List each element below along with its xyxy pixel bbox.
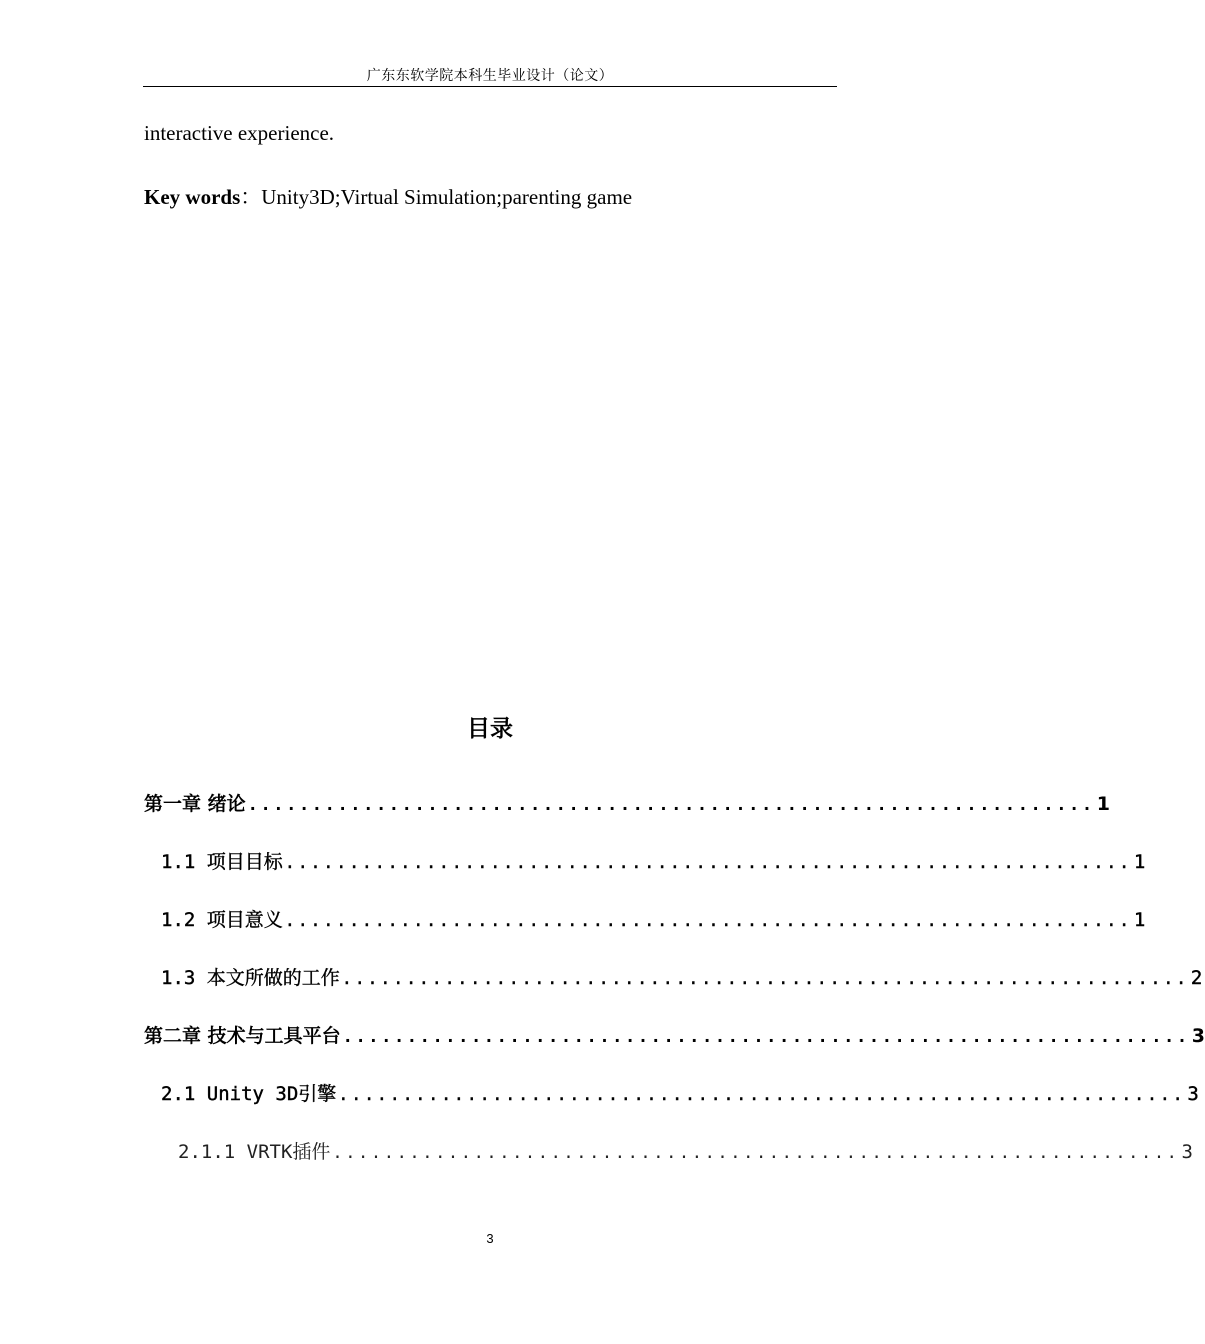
toc-dot-leader: .................................................................. (247, 795, 1095, 815)
toc-entry-page: 1 (1096, 793, 1110, 815)
toc-dot-leader: .................................................................. (284, 853, 1132, 873)
toc-dot-leader: .................................................................. (284, 911, 1132, 931)
toc-entry-page: 3 (1187, 1083, 1199, 1105)
toc-title: 目录 (467, 716, 513, 742)
toc-entry-section-1-1[interactable] (161, 847, 1146, 877)
toc-entry-label: 2.1 Unity 3D引擎 (161, 1083, 337, 1105)
toc-entry-page: 1 (1133, 909, 1146, 931)
keywords-value: Unity3D;Virtual Simulation;parenting game (261, 185, 633, 209)
toc-entry-label: 1.1 项目目标 (161, 851, 283, 873)
toc-entry-label: 1.3 本文所做的工作 (161, 967, 340, 989)
toc-dot-leader: .................................................................. (338, 1085, 1186, 1105)
toc-entry-label: 2.1.1 VRTK插件 (178, 1141, 331, 1163)
running-header: 广东东软学院本科生毕业设计（论文） (366, 68, 614, 84)
toc-entry-page: 3 (1181, 1141, 1193, 1163)
keywords-label: Key words (144, 185, 241, 209)
toc-entry-label: 第一章 绪论 (144, 793, 246, 815)
keywords-line (144, 184, 632, 210)
toc-entry-section-1-3[interactable] (161, 963, 1203, 993)
toc-entry-page: 3 (1191, 1025, 1205, 1047)
toc-dot-leader: .................................................................. (342, 1027, 1190, 1047)
toc-entry-section-1-2[interactable] (161, 905, 1146, 935)
toc-entry-subsection-2-1-1[interactable] (178, 1137, 1193, 1167)
header-rule (143, 86, 837, 87)
toc-entry-page: 1 (1133, 851, 1146, 873)
abstract-continuation-line: interactive experience. (144, 121, 335, 145)
toc-entry-label: 1.2 项目意义 (161, 909, 283, 931)
toc-entry-label: 第二章 技术与工具平台 (144, 1025, 341, 1047)
toc-dot-leader: .................................................................. (341, 969, 1189, 989)
keywords-separator: ： (240, 185, 262, 209)
toc-entry-page: 2 (1190, 967, 1203, 989)
toc-entry-chapter-1[interactable] (144, 789, 1110, 819)
toc-entry-section-2-1[interactable] (161, 1079, 1199, 1109)
page-number: 3 (486, 1231, 494, 1246)
toc-entry-chapter-2[interactable] (144, 1021, 1205, 1051)
toc-dot-leader: .................................................................. (332, 1143, 1180, 1163)
